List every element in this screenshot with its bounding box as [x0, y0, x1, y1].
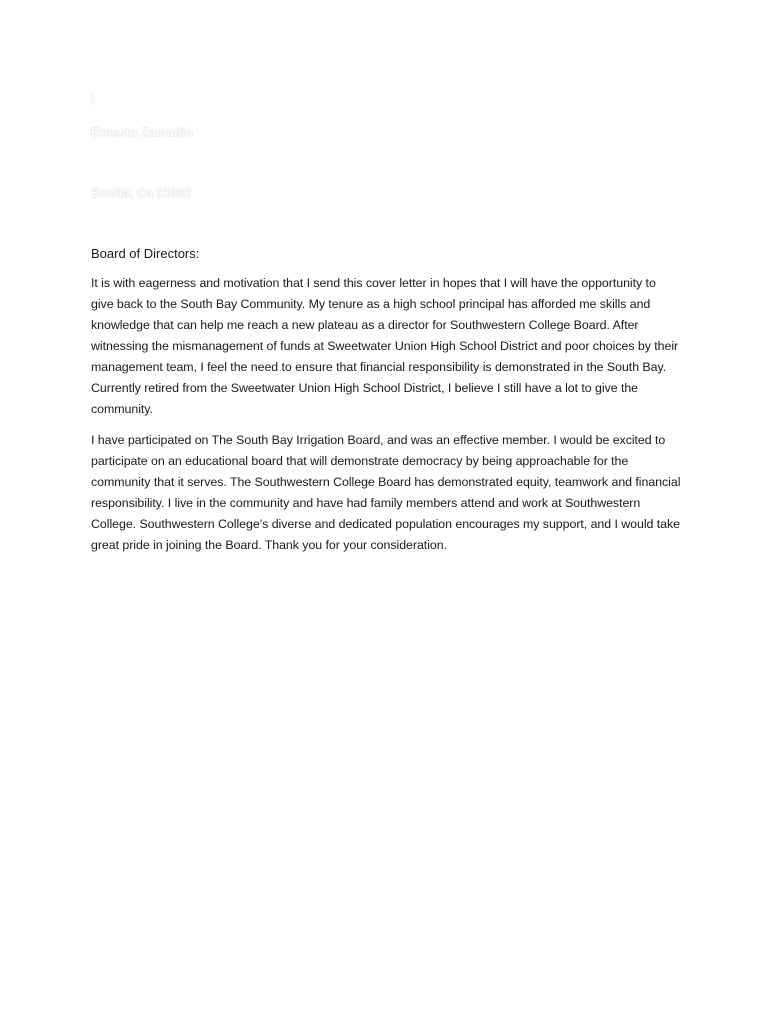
sender-name: Ernesto Zamudio — [91, 126, 194, 140]
stray-mark: \ — [91, 93, 95, 107]
paragraph-1: It is with eagerness and motivation that I send this cover letter in hopes that I will have the opportunity to give back to the South Bay Community. My tenure as a high school principal has afforded me skills and knowledge that can help me reach a new plateau as a director for Southwestern College Board. After witnessing the mismanagement of funds at Sweetwater Union High School District and poor choices by their management team, I feel the need to ensure that financial responsibility is demonstrated in the South Bay. Currently retired from the Sweetwater Union High School District, I believe I still have a lot to give the community. — [91, 276, 679, 416]
sender-city: Bonita, Ca 91902 — [91, 186, 192, 200]
paragraph-2: I have participated on The South Bay Irrigation Board, and was an effective member. I would be excited to participate on an educational board that will demonstrate democracy by being approachable for the community that it serves. The Southwestern College Board has demonstrated equity, teamwork and financial responsibility. I live in the community and have had family members attend and work at Southwestern College. Southwestern College’s diverse and dedicated population encourages my support, and I would take great pride in joining the Board. Thank you for your consideration. — [91, 433, 681, 552]
salutation: Board of Directors: — [91, 246, 200, 261]
letter-body — [91, 92, 681, 556]
